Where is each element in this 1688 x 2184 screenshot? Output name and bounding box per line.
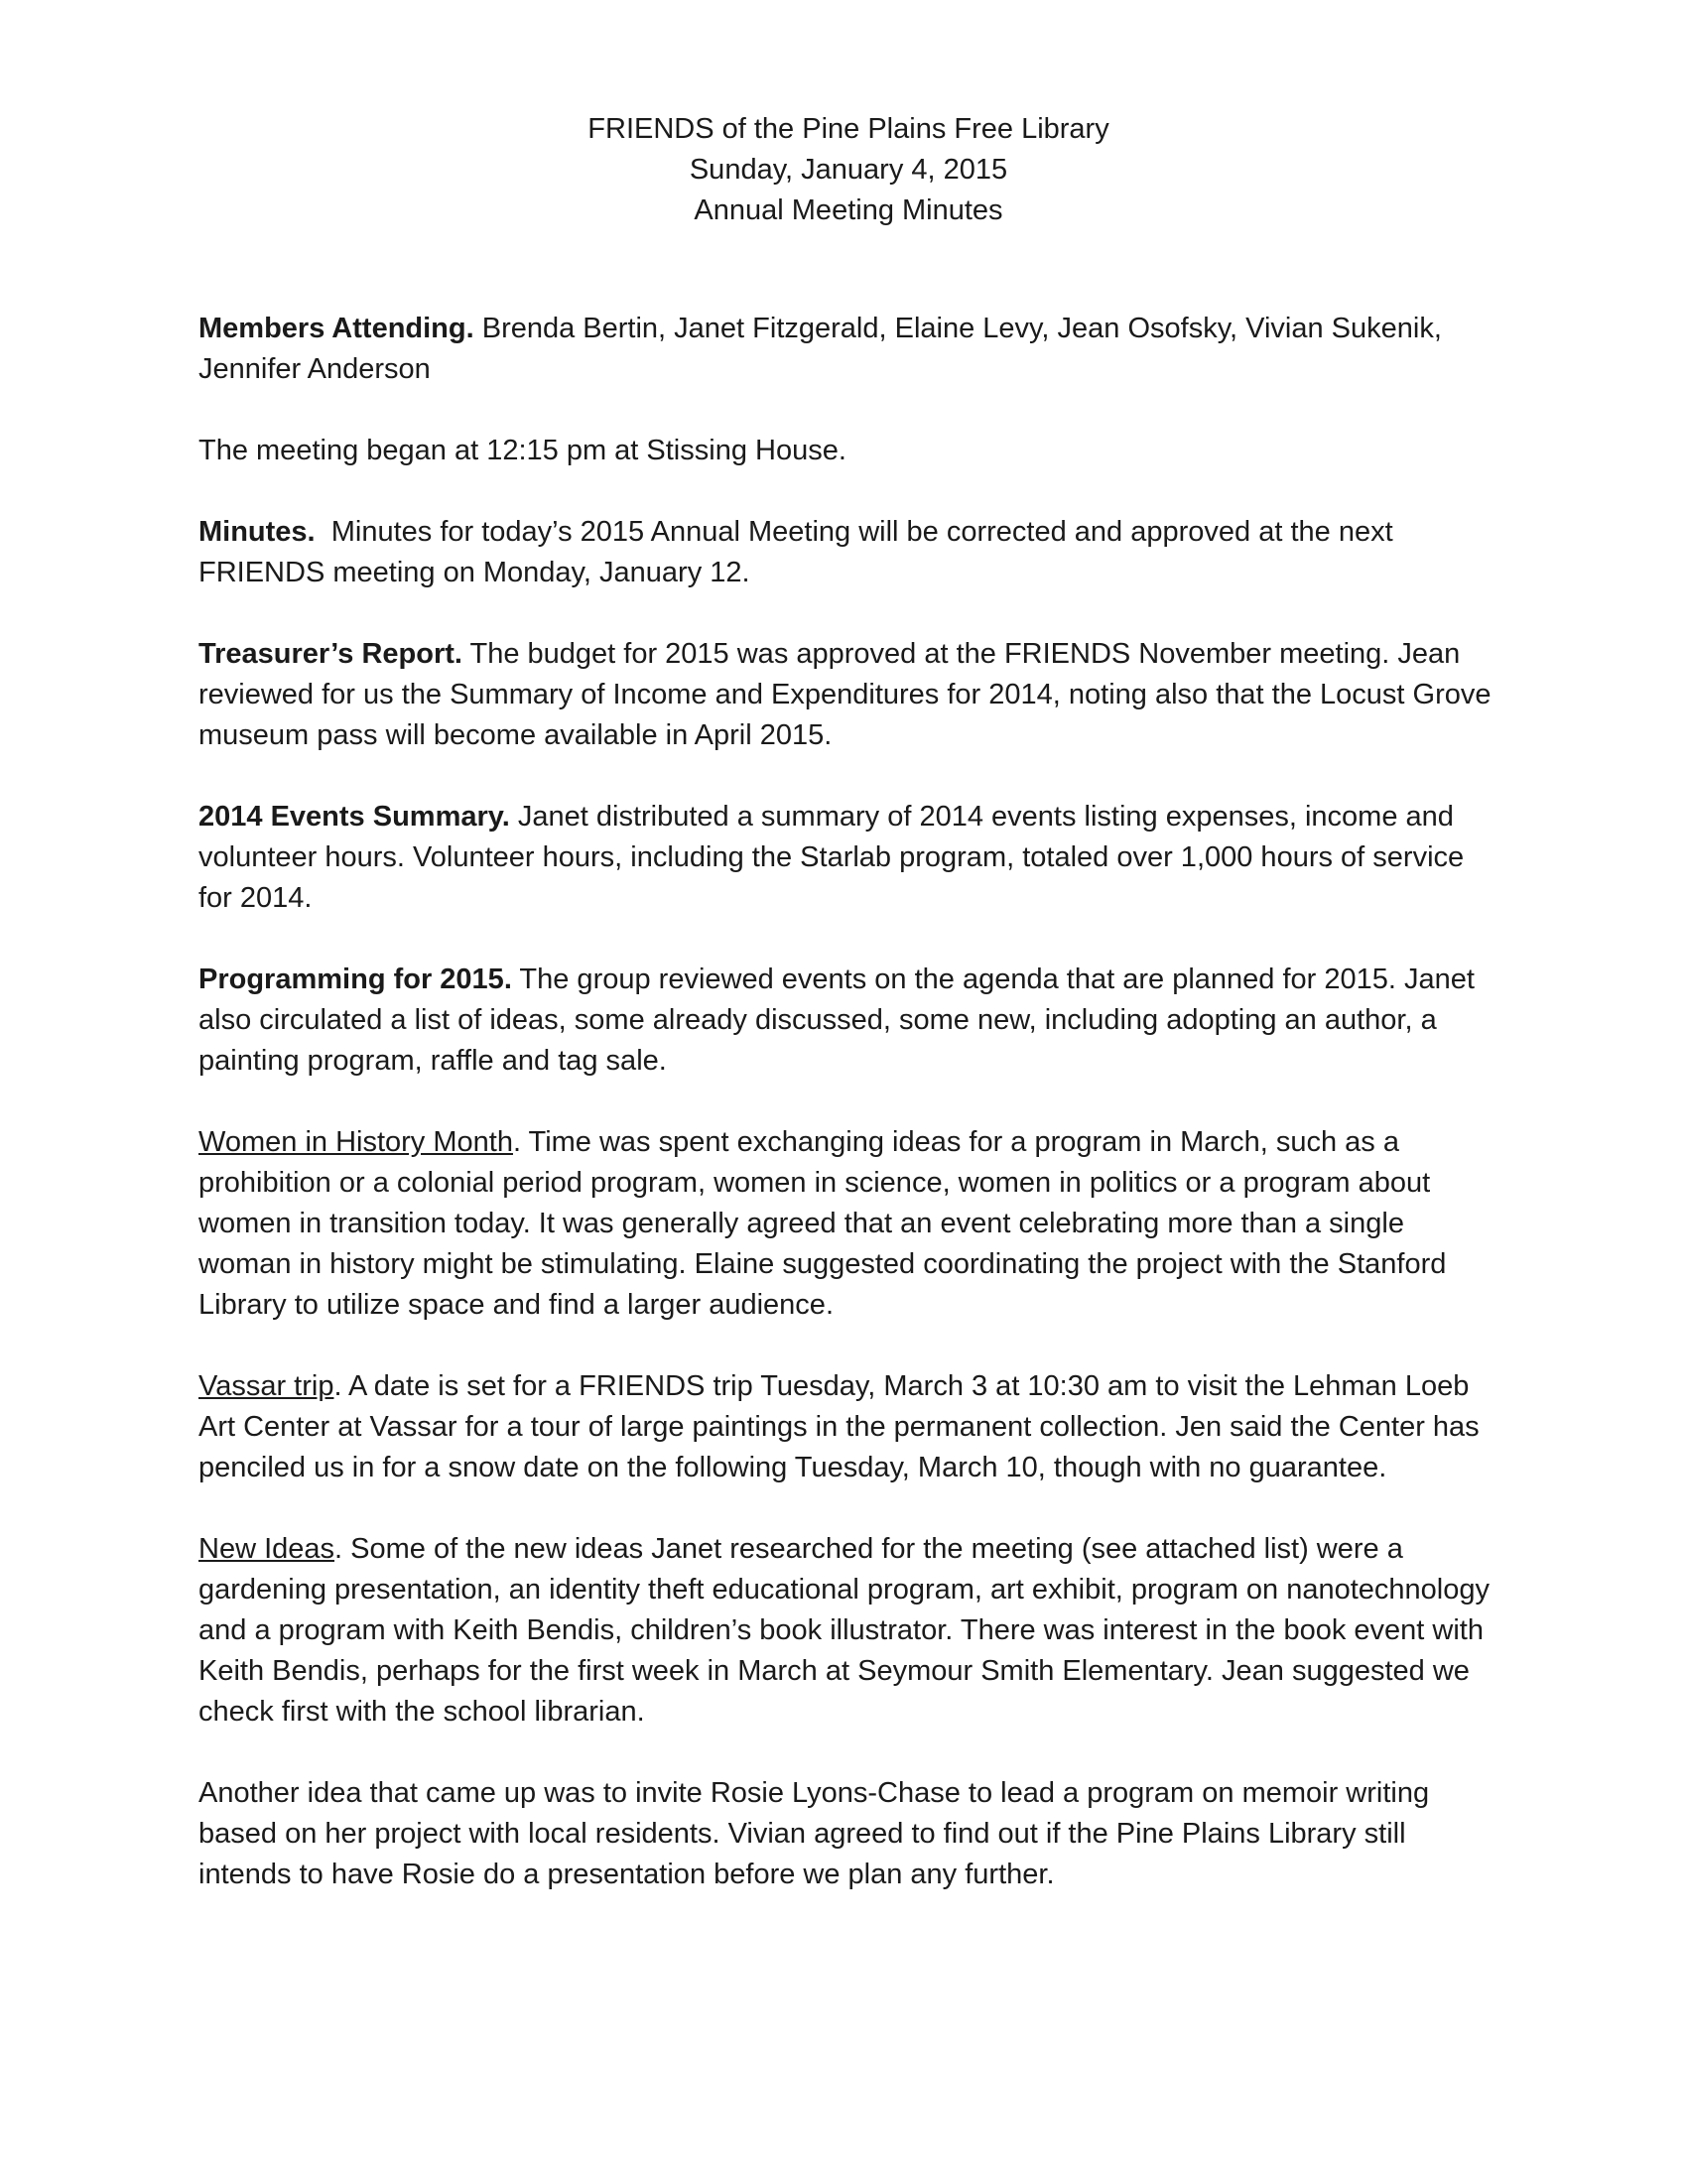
organization-name: FRIENDS of the Pine Plains Free Library	[587, 113, 1109, 145]
document-page	[198, 109, 1498, 1936]
members-attending-heading: Members Attending.	[198, 313, 474, 344]
events-summary-text: Janet distributed a summary of 2014 events listing expenses, income and volunteer hours. Volunteer hours, including the Starlab program, totaled over 1,000 hours of service for 2014.	[198, 801, 1465, 914]
minutes-text: Minutes for today’s 2015 Annual Meeting will be corrected and approved at the next FRIENDS meeting on Monday, January 12.	[198, 516, 1401, 588]
vassar-trip-heading: Vassar trip	[198, 1370, 334, 1402]
new-ideas-text: . Some of the new ideas Janet researched for the meeting (see attached list) were a gardening presentation, an identity theft educational program, art exhibit, program on nanotechnology and a program with Keith Bendis, children’s book illustrator. There was interest in the book event with Keith Bendis, perhaps for the first week in March at Seymour Smith Elementary. Jean suggested we check first with the school librarian.	[198, 1533, 1491, 1728]
women-history-text: . Time was spent exchanging ideas for a program in March, such as a prohibition or a colonial period program, women in science, women in politics or a program about women in transition today. It was generally agreed that an event celebrating more than a single woman in history might be stimulating. Elaine suggested coordinating the project with the Stanford Library to utilize space and find a larger audience.	[198, 1126, 1447, 1321]
women-history-heading: Women in History Month	[198, 1126, 513, 1158]
vassar-trip-paragraph	[198, 1366, 1498, 1488]
members-attending-paragraph	[198, 309, 1498, 390]
treasurer-report-text: The budget for 2015 was approved at the FRIENDS November meeting. Jean reviewed for us the Summary of Income and Expenditures for 2014, noting also that the Locust Grove museum pass will become available in April 2015.	[198, 638, 1492, 751]
programming-heading: Programming for 2015.	[198, 964, 512, 995]
another-idea-text: Another idea that came up was to invite Rosie Lyons-Chase to lead a program on memoir writing based on her project with local residents. Vivian agreed to find out if the Pine Plains Library still intends to have Rosie do a presentation before we plan any further.	[198, 1777, 1430, 1890]
new-ideas-heading: New Ideas	[198, 1533, 335, 1565]
members-attending-text: Brenda Bertin, Janet Fitzgerald, Elaine Levy, Jean Osofsky, Vivian Sukenik, Jennifer Anderson	[198, 313, 1442, 385]
new-ideas-paragraph	[198, 1529, 1498, 1733]
meeting-opening-text: The meeting began at 12:15 pm at Stissing House.	[198, 435, 846, 466]
minutes-paragraph	[198, 512, 1498, 593]
events-summary-heading: 2014 Events Summary.	[198, 801, 510, 833]
programming-paragraph	[198, 960, 1498, 1082]
document-header	[198, 109, 1498, 231]
programming-text: The group reviewed events on the agenda that are planned for 2015. Janet also circulated a list of ideas, some already discussed, some new, including adopting an author, a painting program, raffle and tag sale.	[198, 964, 1475, 1077]
minutes-heading: Minutes.	[198, 516, 316, 548]
document-title: Annual Meeting Minutes	[694, 194, 1003, 226]
meeting-opening-paragraph	[198, 431, 1498, 471]
treasurer-report-paragraph	[198, 634, 1498, 756]
events-summary-paragraph	[198, 797, 1498, 919]
women-history-paragraph	[198, 1122, 1498, 1326]
treasurer-report-heading: Treasurer’s Report.	[198, 638, 462, 670]
vassar-trip-text: . A date is set for a FRIENDS trip Tuesday, March 3 at 10:30 am to visit the Lehman Loeb Art Center at Vassar for a tour of large paintings in the permanent collection. Jen said the Center has penciled us in for a snow date on the following Tuesday, March 10, though with no guarantee.	[198, 1370, 1480, 1483]
another-idea-paragraph	[198, 1773, 1498, 1895]
meeting-date: Sunday, January 4, 2015	[689, 154, 1008, 186]
